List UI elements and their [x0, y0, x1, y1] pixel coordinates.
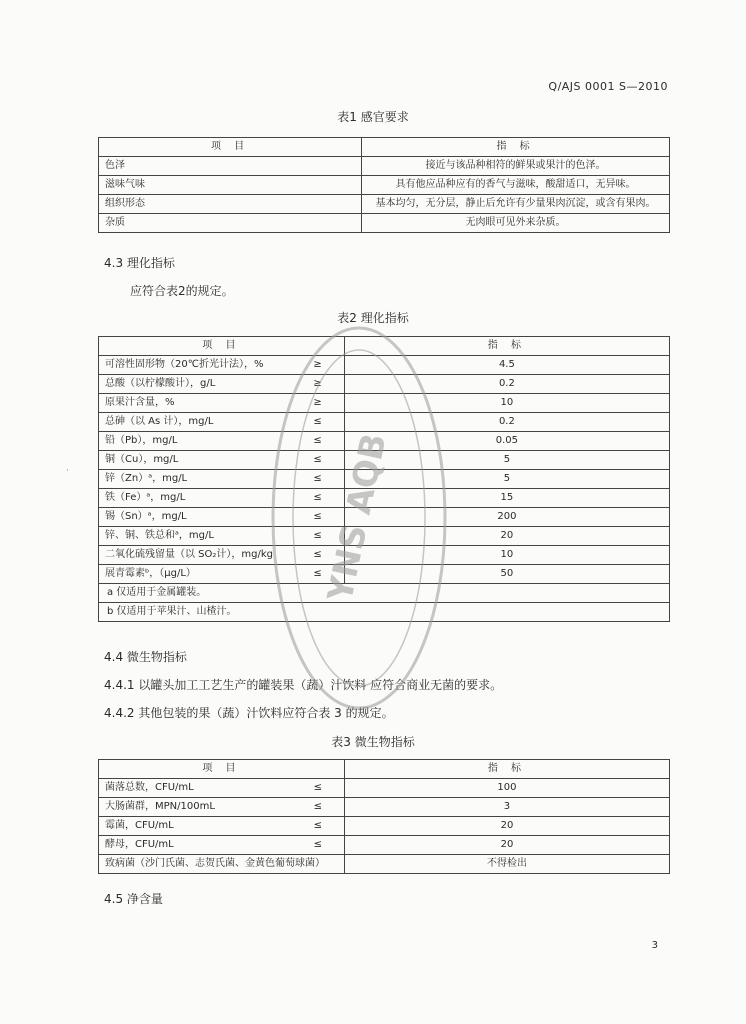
row-item-label: 展青霉素ᵇ，（μg/L）: [105, 568, 196, 579]
comparison-operator: ≤: [313, 549, 322, 560]
comparison-operator: ≤: [313, 801, 322, 812]
row-value-cell: 接近与该品种相符的鲜果或果汁的色泽。: [362, 157, 670, 176]
table-footnote-row: [99, 603, 670, 622]
row-value-cell: 20: [344, 817, 669, 836]
table1-header-row: [99, 138, 670, 157]
page-number: 3: [651, 940, 658, 951]
row-item-cell: [99, 508, 345, 527]
row-item-cell: [99, 432, 345, 451]
row-item-cell: [99, 565, 345, 584]
table-row: [99, 413, 670, 432]
section-4-4-heading: 4.4 微生物指标: [104, 650, 187, 664]
row-value-cell: 0.2: [344, 413, 669, 432]
row-item-cell: [99, 470, 345, 489]
table1-sensory-requirements: [98, 137, 670, 233]
row-value-cell: 4.5: [344, 356, 669, 375]
row-item-cell: [99, 375, 345, 394]
table-row: [99, 836, 670, 855]
row-item-label: 总酸（以柠檬酸计），g/L: [105, 378, 216, 389]
row-value-cell: 20: [344, 527, 669, 546]
section-4-3-text: 应符合表2的规定。: [130, 284, 234, 298]
row-value-cell: 5: [344, 470, 669, 489]
table-row: [99, 546, 670, 565]
table-row: [99, 489, 670, 508]
row-value-cell: 10: [344, 546, 669, 565]
row-item-label: 原果汁含量，%: [105, 397, 175, 408]
row-value-cell: 0.2: [344, 375, 669, 394]
table-row: [99, 527, 670, 546]
table-row: [99, 855, 670, 874]
column-header: 指 标: [344, 760, 669, 779]
row-item-cell: [99, 413, 345, 432]
table3-microbial-indicators: [98, 759, 670, 874]
table-row: [99, 779, 670, 798]
comparison-operator: ≤: [313, 473, 322, 484]
table-row: [99, 195, 670, 214]
row-value-cell: 无肉眼可见外来杂质。: [362, 214, 670, 233]
row-value-cell: 100: [344, 779, 669, 798]
table-row: [99, 508, 670, 527]
row-item-label: 锌（Zn）ᵃ，mg/L: [105, 473, 188, 484]
column-header: 指 标: [362, 138, 670, 157]
row-value-cell: 0.05: [344, 432, 669, 451]
comparison-operator: ≤: [313, 568, 322, 579]
row-value-cell: 15: [344, 489, 669, 508]
section-4-5-heading: 4.5 净含量: [104, 892, 163, 906]
row-value-cell: 50: [344, 565, 669, 584]
comparison-operator: ≤: [313, 416, 322, 427]
table-row: [99, 432, 670, 451]
row-value-cell: 3: [344, 798, 669, 817]
table3-header-row: [99, 760, 670, 779]
row-item-label: 菌落总数，CFU/mL: [105, 782, 194, 793]
row-item-label: 铁（Fe）ᵃ，mg/L: [105, 492, 186, 503]
row-item-label: 总砷（以 As 计），mg/L: [105, 416, 214, 427]
table1-caption: 表1 感官要求: [337, 110, 409, 124]
table-row: [99, 451, 670, 470]
table-footnote: a 仅适用于金属罐装。: [99, 584, 670, 603]
row-item-label: 霉菌，CFU/mL: [105, 820, 174, 831]
row-item-label: 铜（Cu），mg/L: [105, 454, 179, 465]
row-item-cell: [99, 527, 345, 546]
standard-code: Q/AJS 0001 S—2010: [548, 80, 668, 93]
row-value-cell: 不得检出: [344, 855, 669, 874]
comparison-operator: ≤: [313, 820, 322, 831]
row-item-cell: [99, 356, 345, 375]
section-4-4-1-text: 4.4.1 以罐头加工工艺生产的罐装果（蔬）汁饮料 应符合商业无菌的要求。: [104, 678, 503, 692]
row-value-cell: 基本均匀，无分层，静止后允许有少量果肉沉淀，或含有果肉。: [362, 195, 670, 214]
table-row: [99, 214, 670, 233]
section-4-3-heading: 4.3 理化指标: [104, 256, 175, 270]
column-header: 指 标: [344, 337, 669, 356]
row-item-cell: [99, 546, 345, 565]
table-row: [99, 565, 670, 584]
comparison-operator: ≥: [313, 397, 322, 408]
table-row: [99, 157, 670, 176]
row-item-label: 致病菌（沙门氏菌、志贺氏菌、金黄色葡萄球菌）: [105, 858, 325, 869]
row-item-cell: 色泽: [99, 157, 362, 176]
column-header: 项 目: [99, 337, 345, 356]
row-value-cell: 200: [344, 508, 669, 527]
row-item-cell: [99, 394, 345, 413]
table-row: [99, 375, 670, 394]
table-row: [99, 470, 670, 489]
column-header: 项 目: [99, 760, 345, 779]
row-item-cell: [99, 817, 345, 836]
table3-caption: 表3 微生物指标: [331, 735, 415, 749]
row-item-label: 锌、铜、铁总和ᵃ，mg/L: [105, 530, 214, 541]
table2-physicochemical-indicators: [98, 336, 670, 622]
row-item-cell: 杂质: [99, 214, 362, 233]
stamp-text: YNS AQB: [320, 430, 395, 606]
comparison-operator: ≤: [313, 435, 322, 446]
table-footnote: b 仅适用于苹果汁、山楂汁。: [99, 603, 670, 622]
section-4-4-2-text: 4.4.2 其他包装的果（蔬）汁饮料应符合表 3 的规定。: [104, 706, 394, 720]
comparison-operator: ≥: [313, 359, 322, 370]
comparison-operator: ≤: [313, 511, 322, 522]
table-footnote-row: [99, 584, 670, 603]
row-item-label: 二氧化硫残留量（以 SO₂计），mg/kg: [105, 549, 274, 560]
row-item-cell: [99, 836, 345, 855]
comparison-operator: ≤: [313, 530, 322, 541]
row-item-label: 锡（Sn）ᵃ，mg/L: [105, 511, 187, 522]
row-item-cell: [99, 451, 345, 470]
row-item-cell: [99, 779, 345, 798]
table-row: [99, 394, 670, 413]
comparison-operator: ≤: [313, 839, 322, 850]
row-item-cell: 滋味气味: [99, 176, 362, 195]
table-row: [99, 356, 670, 375]
scan-artifact: ·: [66, 466, 69, 476]
row-item-label: 铅（Pb），mg/L: [105, 435, 178, 446]
row-item-label: 可溶性固形物（20℃折光计法），%: [105, 359, 264, 370]
comparison-operator: ≥: [313, 378, 322, 389]
row-item-cell: [99, 798, 345, 817]
comparison-operator: ≤: [313, 782, 322, 793]
column-header: 项 目: [99, 138, 362, 157]
row-item-label: 大肠菌群，MPN/100mL: [105, 801, 215, 812]
comparison-operator: ≤: [313, 454, 322, 465]
row-value-cell: 具有他应品种应有的香气与滋味，酸甜适口，无异味。: [362, 176, 670, 195]
row-item-cell: [99, 855, 345, 874]
row-item-cell: 组织形态: [99, 195, 362, 214]
row-item-cell: [99, 489, 345, 508]
table-row: [99, 817, 670, 836]
row-value-cell: 10: [344, 394, 669, 413]
table2-header-row: [99, 337, 670, 356]
comparison-operator: ≤: [313, 492, 322, 503]
table-row: [99, 176, 670, 195]
table-row: [99, 798, 670, 817]
row-item-label: 酵母，CFU/mL: [105, 839, 174, 850]
row-value-cell: 20: [344, 836, 669, 855]
table2-caption: 表2 理化指标: [337, 311, 409, 325]
row-value-cell: 5: [344, 451, 669, 470]
